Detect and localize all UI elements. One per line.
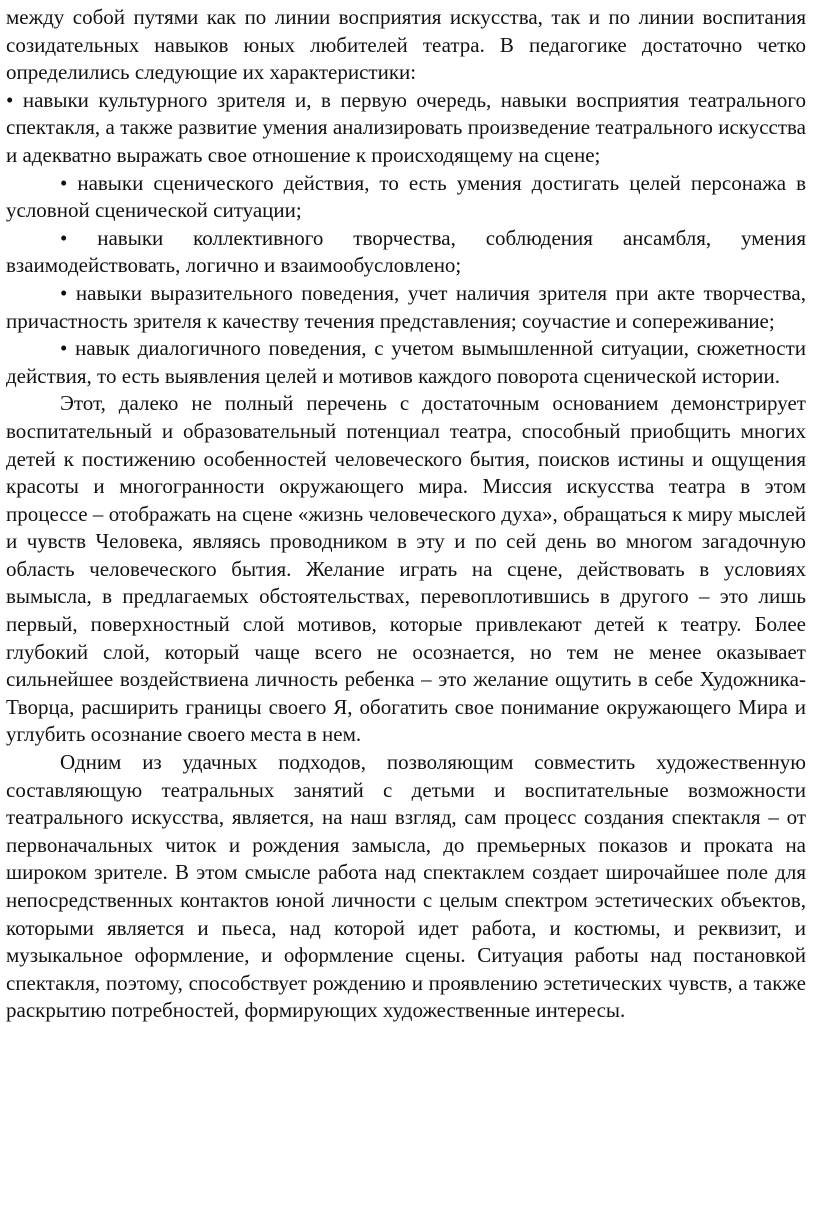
- document-page: [6, 4, 806, 1025]
- bullet-stage-action-skills: • навыки сценического действия, то есть умения достигать целей персонажа в условной сценической ситуации;: [6, 170, 806, 223]
- bullet-spectator-skills: • навыки культурного зрителя и, в первую очередь, навыки восприятия театрального спектакля, а также развитие умения анализировать произведение театрального искусства и адекватно выражать свое отношение к происходящему на сцене;: [6, 87, 806, 167]
- bullet-collective-creativity-skills: • навыки коллективного творчества, соблюдения ансамбля, умения взаимодействовать, логично и взаимообусловлено;: [6, 225, 806, 278]
- bullet-dialogic-behavior-skill: • навык диалогичного поведения, с учетом вымышленной ситуации, сюжетности действия, то есть выявления целей и мотивов каждого поворота сценической истории.: [6, 336, 806, 388]
- paragraph-theatre-potential: Этот, далеко не полный перечень с достаточным основанием демонстрирует воспитательный и образовательный потенциал театра, способный приобщить многих детей к постижению особенностей человеческого бытия, поисков истины и ощущения красоты и многогранности окружающего мира. Миссия искусства театра в этом процессе – отображать на сцене «жизнь человеческого духа», обращаться к миру мыслей и чувств Человека, являясь проводником в эту и по сей день во многом загадочную область человеческого бытия. Желание играть на сцене, действовать в условиях вымысла, в предлагаемых обстоятельствах, перевоплотившись в другого – это лишь первый, поверхностный слой мотивов, которые привлекают детей к театру. Более глубокий слой, который чаще всего не осознается, но тем не менее оказывает сильнейшее воздействиена личность ребенка – это желание ощутить в себе Художника-Творца, расширить границы своего Я, обогатить свое понимание окружающего Мира и углубить осознание своего места в нем.: [6, 391, 806, 747]
- paragraph-continuation: между собой путями как по линии восприятия искусства, так и по линии воспитания созидательных навыков юных любителей театра. В педагогике достаточно четко определились следующие их характеристики:: [6, 5, 806, 85]
- bullet-expressive-behavior-skills: • навыки выразительного поведения, учет наличия зрителя при акте творчества, причастность зрителя к качеству течения представления; соучастие и сопереживание;: [6, 280, 806, 333]
- paragraph-performance-creation: Одним из удачных подходов, позволяющим совместить художественную составляющую театральных занятий с детьми и воспитательные возможности театрального искусства, является, на наш взгляд, сам процесс создания спектакля – от первоначальных читок и рождения замысла, до премьерных показов и проката на широком зрителе. В этом смысле работа над спектаклем создает широчайшее поле для непосредственных контактов юной личности с целым спектром эстетических объектов, которыми является и пьеса, над которой идет работа, и костюмы, и реквизит, и музыкальное оформление, и оформление сцены. Ситуация работы над постановкой спектакля, поэтому, способствует рождению и проявлению эстетических чувств, а также раскрытию потребностей, формирующих художественные интересы.: [6, 750, 806, 1023]
